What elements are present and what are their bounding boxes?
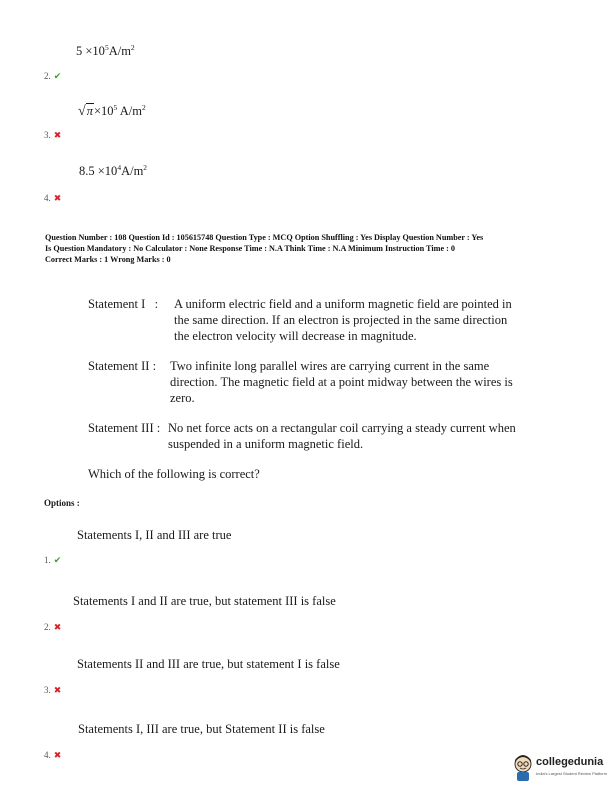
statement-line: the same direction. If an electron is projected in the same direction <box>174 313 508 327</box>
statement-line: suspended in a uniform magnetic field. <box>168 437 364 451</box>
statement-line: A uniform electric field and a uniform magnetic field are pointed in <box>174 297 512 311</box>
cross-icon: ✖ <box>53 685 62 695</box>
statement-label: Statement III : <box>88 421 161 435</box>
square-root: √π <box>78 104 93 119</box>
mascot-icon <box>512 754 534 782</box>
statement-label: Statement I : <box>88 297 159 311</box>
option-3-text[interactable]: Statements II and III are true, but statement I is false <box>77 657 340 671</box>
statement-1 <box>88 296 558 346</box>
meta-line: Correct Marks : 1 Wrong Marks : 0 <box>45 255 171 264</box>
prev-option-3-number: 4. ✖ <box>44 193 62 203</box>
statement-line: No net force acts on a rectangular coil carrying a steady current when <box>168 421 516 435</box>
prev-option-1-number: 2. ✔ <box>44 71 62 81</box>
option-1-text[interactable]: Statements I, II and III are true <box>77 528 232 542</box>
cross-icon: ✖ <box>53 750 62 760</box>
cross-icon: ✖ <box>53 193 62 203</box>
meta-line: Question Number : 108 Question Id : 105615748 Question Type : MCQ Option Shuffling : Yes Display Question Number : Yes <box>45 233 484 242</box>
options-label: Options : <box>44 498 80 508</box>
statement-3 <box>88 420 558 454</box>
question-metadata <box>45 232 585 265</box>
option-1-number: 1. ✔ <box>44 555 62 565</box>
statement-line: zero. <box>170 391 195 405</box>
statement-line: direction. The magnetic field at a point midway between the wires is <box>170 375 513 389</box>
statement-2 <box>88 358 558 408</box>
collegedunia-logo <box>512 752 608 786</box>
meta-line: Is Question Mandatory : No Calculator : None Response Time : N.A Think Time : N.A Minimum Instruction Time : 0 <box>45 244 456 253</box>
option-4-number: 4. ✖ <box>44 750 62 760</box>
logo-tagline: India's Largest Student Review Platform <box>536 771 608 776</box>
option-2-number: 2. ✖ <box>44 622 62 632</box>
check-icon: ✔ <box>53 71 62 81</box>
cross-icon: ✖ <box>53 130 62 140</box>
cross-icon: ✖ <box>53 622 62 632</box>
logo-wordmark: collegedunia <box>536 756 604 768</box>
option-3-number: 3. ✖ <box>44 685 62 695</box>
prev-option-2-value: $√\pi\times 10^5$ $A/m^2$ <box>78 103 146 119</box>
statement-line: Two infinite long parallel wires are carrying current in the same <box>170 359 490 373</box>
option-2-text[interactable]: Statements I and II are true, but statement III is false <box>73 594 336 608</box>
option-4-text[interactable]: Statements I, III are true, but Statement II is false <box>78 722 325 736</box>
question-prompt: Which of the following is correct? <box>88 467 260 481</box>
statement-line: the electron velocity will decrease in magnitude. <box>174 329 417 343</box>
statement-label: Statement II : <box>88 359 157 373</box>
prev-option-3-value: $8.5 \times 10^4A/m^2$ <box>79 163 148 178</box>
prev-option-2-number: 3. ✖ <box>44 130 62 140</box>
check-icon: ✔ <box>53 555 62 565</box>
prev-option-1-value: $5 \times 10^5A/m^2$ <box>76 43 135 58</box>
